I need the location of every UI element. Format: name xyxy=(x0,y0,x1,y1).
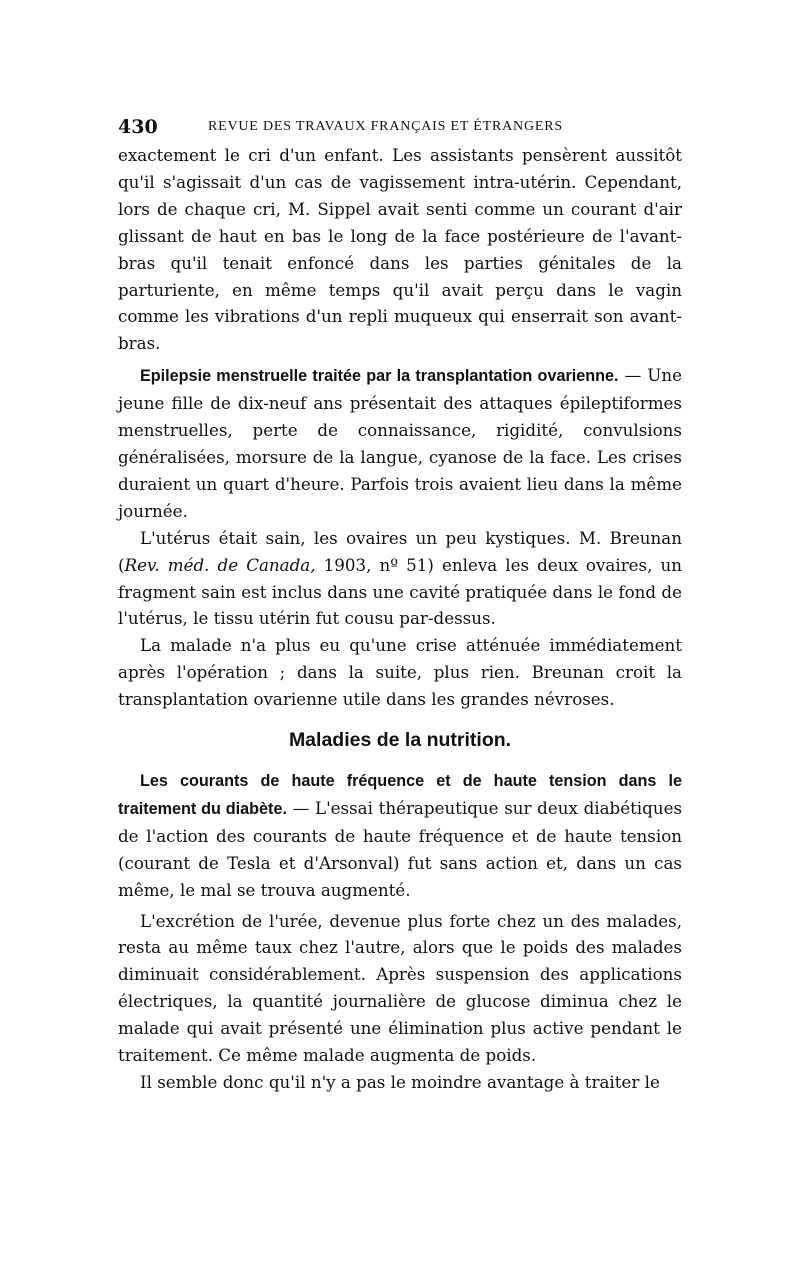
paragraph-continued: exactement le cri d'un enfant. Les assistants pensèrent aussitôt qu'il s'agissait d'un cas de vagissement intra-utérin. Cependant, lors de chaque cri, M. Sippel avait senti comme un courant d'air glissant de haut en bas le long de la face postérieure de l'avant-bras qu'il tenait enfoncé dans les parties génitales de la parturiente, en même temps qu'il avait perçu dans le vagin comme les vibrations d'un repli muqueux qui enserrait son avant-bras. xyxy=(118,145,682,354)
journal-title: REVUE DES TRAVAUX FRANÇAIS ET ÉTRANGERS xyxy=(208,119,563,134)
running-head xyxy=(118,112,682,142)
diabete-body: — L'essai thérapeutique sur deux diabétiques de l'action des courants de haute fréquence et de haute tension (courant de Tesla et d'Arsonval) fut sans action et, dans un cas même, le mal se trouva augmenté. xyxy=(118,797,683,900)
epilepsie-paragraph-2 xyxy=(118,525,682,633)
diabete-paragraph xyxy=(118,767,682,904)
diabete-paragraph-3: Il semble donc qu'il n'y a pas le moindre avantage à traiter le xyxy=(140,1072,660,1092)
epilepsie-p2-after: 1903, nº 51) enleva les deux ovaires, un fragment sain est inclus dans une cavité pratiquée dans le fond de l'utérus, le tissu utérin fut cousu par-dessus. xyxy=(118,554,682,629)
section-heading: Maladies de la nutrition. xyxy=(288,729,512,752)
epilepsie-body: — Une jeune fille de dix-neuf ans présentait des attaques épileptiformes menstruelles, perte de connaissance, rigidité, convulsions généralisées, morsure de la langue, cyanose de la face. Les crises duraient un quart d'heure. Parfois trois avaient lieu dans la même journée. xyxy=(118,365,682,521)
epilepsie-paragraph-3: La malade n'a plus eu qu'une crise atténuée immédiatement après l'opération ; dans la suite, plus rien. Breunan croit la transplantation ovarienne utile dans les grandes névroses. xyxy=(118,635,682,710)
diabete-paragraph-2: L'excrétion de l'urée, devenue plus forte chez un des malades, resta au même taux chez l'autre, alors que le poids des malades diminuait considérablement. Après suspension des applications électriques, la quantité journalière de glucose diminua chez le malade qui avait présenté une élimination plus active pendant le traitement. Ce même malade augmenta de poids. xyxy=(118,910,682,1066)
page-number: 430 xyxy=(118,116,158,138)
epilepsie-paragraph xyxy=(118,362,682,524)
citation-journal: Rev. méd. de Canada, xyxy=(124,554,316,575)
book-page xyxy=(118,112,682,1096)
diabete-title: Les courants de haute fréquence et de haute tension dans le traitement du diabète. xyxy=(118,772,682,818)
epilepsie-p2-before: L'utérus était sain, les ovaires un peu kystiques. M. Breunan ( xyxy=(118,527,682,575)
epilepsie-title: Epilepsie menstruelle traitée par la transplantation ovarienne. xyxy=(140,367,619,386)
